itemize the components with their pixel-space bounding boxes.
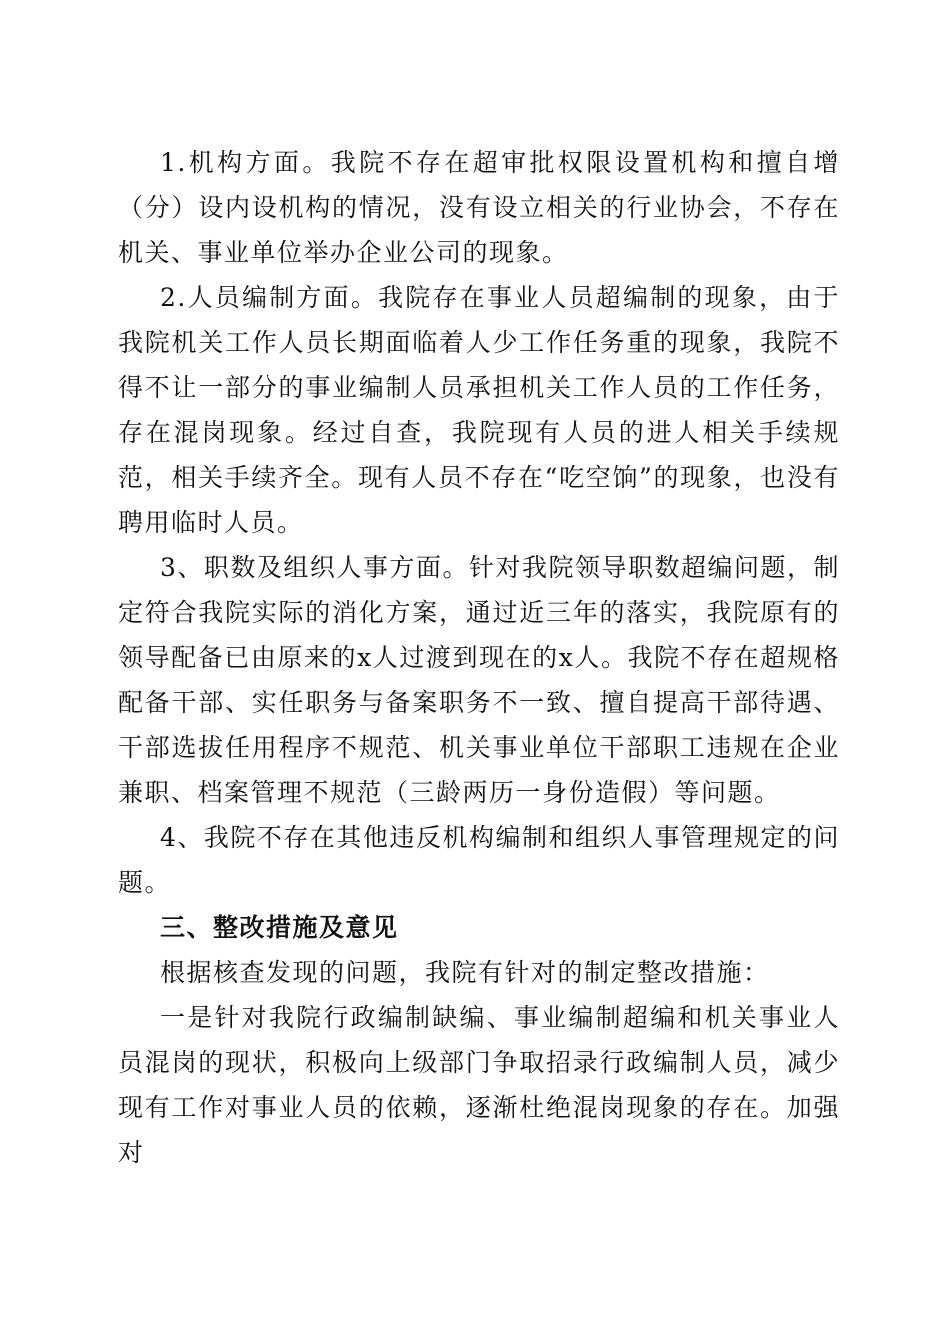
paragraph-institutions: 1.机构方面。我院不存在超审批权限设置机构和擅自增（分）设内设机构的情况，没有设立相关的行业协会，不存在机关、事业单位举办企业公司的现象。 bbox=[118, 148, 840, 267]
document-body bbox=[118, 140, 840, 1175]
section-heading: 三、整改措施及意见 bbox=[160, 913, 399, 942]
paragraph-personnel: 3、职数及组织人事方面。针对我院领导职数超编问题，制定符合我院实际的消化方案，通过近三年的落实，我院原有的领导配备已由原来的x人过渡到现在的x人。我院不存在超规格配备干部、实任职务与备案职务不一致、擅自提高干部待遇、干部选拔任用程序不规范、机关事业单位干部职工违规在企业兼职、档案管理不规范（三龄两历一身份造假）等问题。 bbox=[118, 553, 840, 807]
paragraph-measure-one: 一是针对我院行政编制缺编、事业编制超编和机关事业人员混岗的现状，积极向上级部门争取招录行政编制人员，减少现有工作对事业人员的依赖，逐渐杜绝混岗现象的存在。加强对 bbox=[118, 1003, 840, 1167]
paragraph-measures-intro: 根据核查发现的问题，我院有针对的制定整改措施： bbox=[160, 958, 770, 987]
paragraph-staffing: 2.人员编制方面。我院存在事业人员超编制的现象，由于我院机关工作人员长期面临着人少工作任务重的现象，我院不得不让一部分的事业编制人员承担机关工作人员的工作任务，存在混岗现象。经过自查，我院现有人员的进人相关手续规范，相关手续齐全。现有人员不存在“吃空饷”的现象，也没有聘用临时人员。 bbox=[118, 283, 840, 537]
paragraph-other-issues: 4、我院不存在其他违反机构编制和组织人事管理规定的问题。 bbox=[118, 823, 840, 897]
